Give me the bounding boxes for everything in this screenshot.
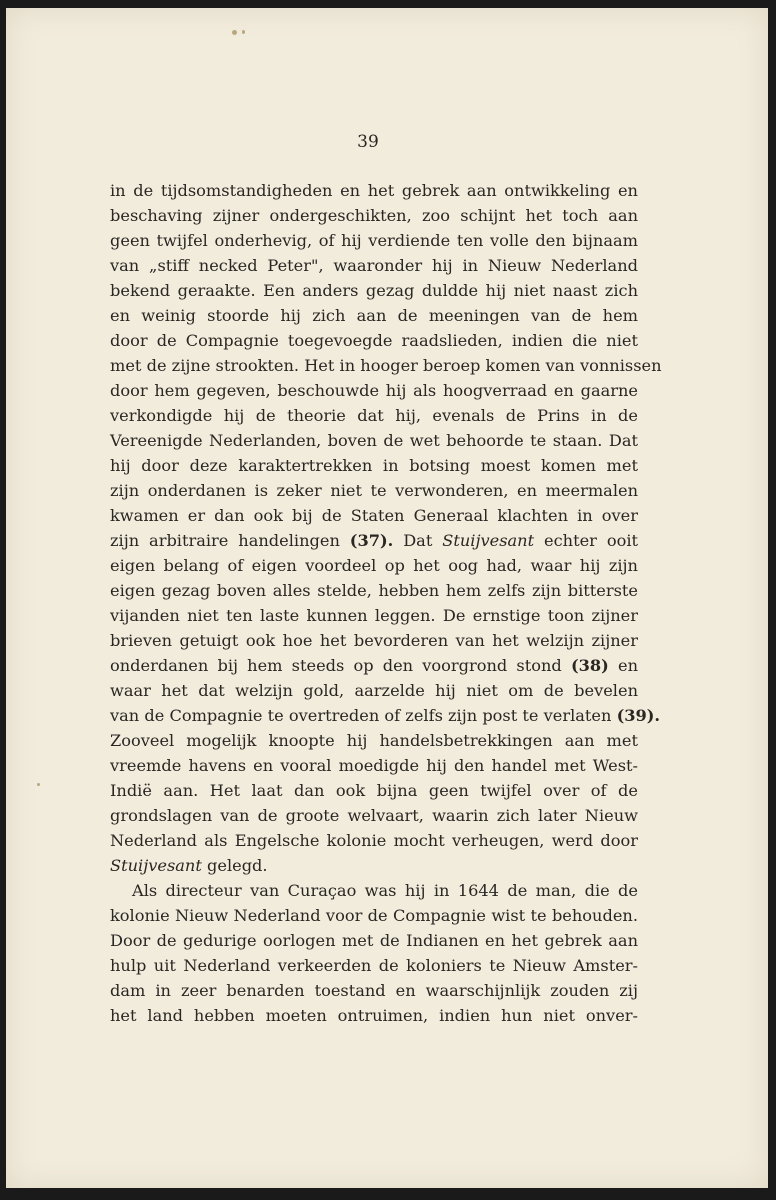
text-line-text: en weinig stoorde hij zich aan de meeningen van de hem (110, 306, 638, 325)
text-line (110, 278, 638, 303)
paper-speck (37, 783, 40, 786)
text-line-text: Indië aan. Het laat dan ook bijna geen twijfel over of de (110, 781, 638, 800)
text-line-text: hulp uit Nederland verkeerden de koloniers te Nieuw Amster- (110, 956, 638, 975)
text-line (110, 503, 638, 528)
text-line-bold: (39). (616, 706, 661, 725)
text-line-text: eigen gezag boven alles stelde, hebben hem zelfs zijn bitterste (110, 581, 638, 600)
text-line-text: eigen belang of eigen voordeel op het oog had, waar hij zijn (110, 556, 638, 575)
text-line-text: dam in zeer benarden toestand en waarschijnlijk zouden zij (110, 981, 638, 1000)
text-line (110, 328, 638, 353)
text-line-text: Door de gedurige oorlogen met de Indianen en het gebrek aan (110, 931, 638, 950)
text-line (110, 203, 638, 228)
text-line-text2: gelegd. (207, 856, 268, 875)
text-line (110, 553, 638, 578)
text-line-italic: Stuijvesant (110, 856, 202, 875)
text-line (110, 803, 638, 828)
text-line (110, 753, 638, 778)
text-line-bold: (37). (349, 531, 394, 550)
text-line-text: vreemde havens en vooral moedigde hij den handel met West- (110, 756, 638, 775)
text-line-text: door de Compagnie toegevoegde raadslieden, indien die niet (110, 331, 638, 350)
text-line (110, 1003, 638, 1028)
text-line-text: bekend geraakte. Een anders gezag duldde hij niet naast zich (110, 281, 638, 300)
text-line (110, 478, 638, 503)
text-line (110, 903, 638, 928)
book-page (6, 8, 768, 1188)
text-line (110, 978, 638, 1003)
text-line (110, 178, 638, 203)
text-line-text: Als directeur van Curaçao was hij in 1644 de man, die de (132, 881, 638, 900)
text-line (110, 403, 638, 428)
text-line-text: beschaving zijner ondergeschikten, zoo schijnt het toch aan (110, 206, 638, 225)
paper-speck (232, 30, 237, 35)
text-line-text: zijn onderdanen is zeker niet te verwonderen, en meermalen (110, 481, 638, 500)
body-text (110, 178, 662, 1028)
text-line-text: hij door deze karaktertrekken in botsing moest komen met (110, 456, 638, 475)
text-line (110, 353, 662, 378)
text-line (110, 878, 638, 903)
text-line (110, 528, 638, 553)
text-line-text: onderdanen bij hem steeds op den voorgrond stond (110, 656, 562, 675)
text-line-text: in de tijdsomstandigheden en het gebrek aan ontwikkeling en (110, 181, 638, 200)
text-line (110, 728, 638, 753)
text-line-text: zijn arbitraire handelingen (110, 531, 340, 550)
text-line (110, 578, 638, 603)
text-line (110, 628, 638, 653)
text-line-italic: Stuijvesant (442, 531, 535, 550)
text-line-text: waar het dat welzijn gold, aarzelde hij niet om de bevelen (110, 681, 638, 700)
text-line-text: Nederland als Engelsche kolonie mocht verheugen, werd door (110, 831, 638, 850)
text-line-text2: en (618, 656, 639, 675)
page-number: 39 (357, 132, 379, 152)
text-line-text2: Dat (403, 531, 433, 550)
text-line (110, 953, 638, 978)
text-line (110, 603, 638, 628)
text-line (110, 778, 638, 803)
text-line (110, 253, 638, 278)
text-line (110, 228, 638, 253)
text-line-text: kwamen er dan ook bij de Staten Generaal klachten in over (110, 506, 638, 525)
text-line (110, 828, 638, 853)
text-line-text: van „stiff necked Peter", waaronder hij in Nieuw Nederland (110, 256, 638, 275)
text-line-text: van de Compagnie te overtreden of zelfs zijn post te verlaten (110, 706, 612, 725)
text-line-bold: (38) (570, 656, 609, 675)
text-line (110, 703, 661, 728)
text-line (110, 678, 638, 703)
text-line-text: het land hebben moeten ontruimen, indien hun niet onver- (110, 1006, 638, 1025)
paper-speck (242, 30, 245, 34)
text-line-text: Vereenigde Nederlanden, boven de wet behoorde te staan. Dat (110, 431, 638, 450)
text-line-text: door hem gegeven, beschouwde hij als hoogverraad en gaarne (110, 381, 638, 400)
text-line-text: kolonie Nieuw Nederland voor de Compagnie wist te behouden. (110, 906, 638, 925)
text-line-text: brieven getuigt ook hoe het bevorderen van het welzijn zijner (110, 631, 638, 650)
text-line (110, 928, 638, 953)
text-line-text: met de zijne strookten. Het in hooger beroep komen van vonnissen (110, 356, 662, 375)
text-line (110, 378, 638, 403)
text-line (110, 853, 638, 878)
text-line-text: verkondigde hij de theorie dat hij, evenals de Prins in de (110, 406, 638, 425)
text-line-text: Zooveel mogelijk knoopte hij handelsbetrekkingen aan met (110, 731, 638, 750)
text-line (110, 428, 638, 453)
text-line (110, 303, 638, 328)
text-line (110, 453, 638, 478)
text-line-text: vijanden niet ten laste kunnen leggen. De ernstige toon zijner (110, 606, 638, 625)
text-line-text: geen twijfel onderhevig, of hij verdiende ten volle den bijnaam (110, 231, 638, 250)
text-line-text: grondslagen van de groote welvaart, waarin zich later Nieuw (110, 806, 638, 825)
text-line-text3: echter ooit (544, 531, 639, 550)
text-line (110, 653, 638, 678)
